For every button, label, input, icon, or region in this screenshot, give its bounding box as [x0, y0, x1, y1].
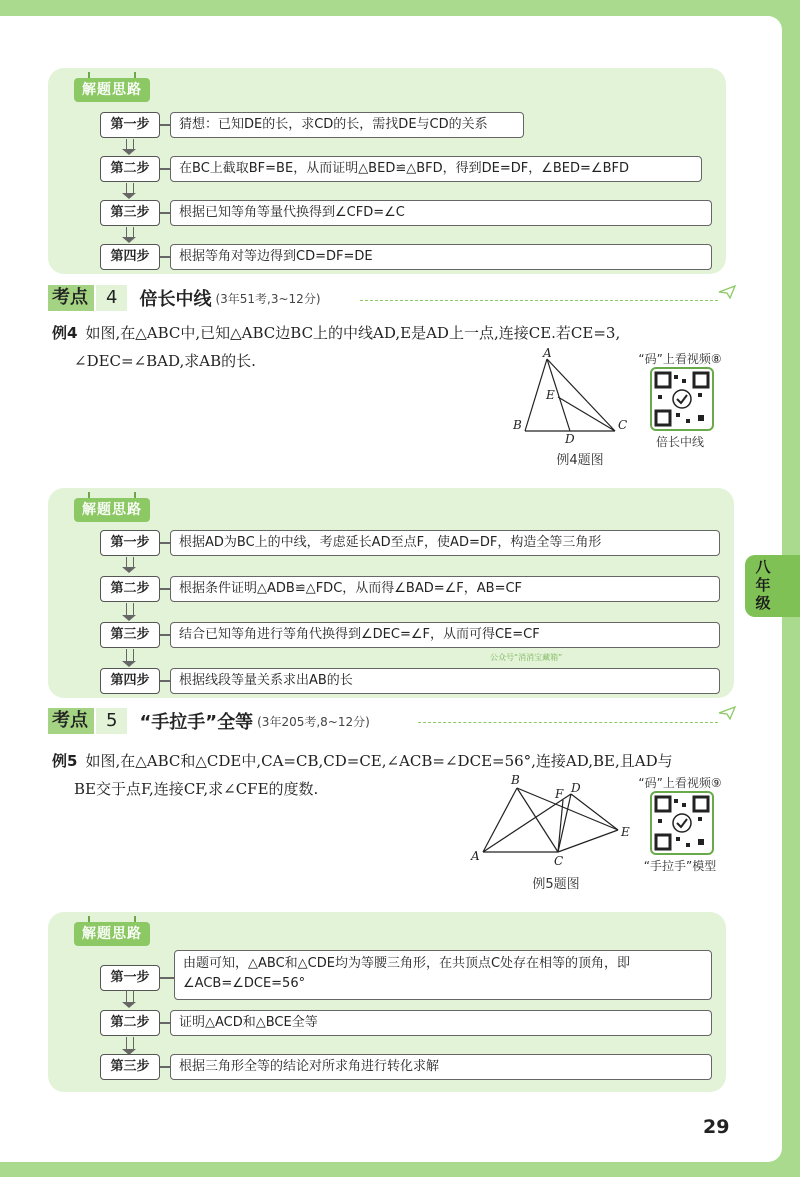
step-3-button: 第三步 — [100, 200, 160, 226]
step-2-text: 根据条件证明△ADB≌△FDC，从而得∠BAD=∠F，AB=CF — [170, 576, 720, 602]
step-1-text-line-1: 由题可知，△ABC和△CDE均为等腰三角形，在共顶点C处存在相等的顶角，即 — [183, 956, 631, 971]
step-2-button: 第二步 — [100, 576, 160, 602]
example-5-text-1: 如图,在△ABC和△CDE中,CA=CB,CD=CE,∠ACB=∠DCE=56°,连接AD,BE,且AD与 — [85, 752, 673, 770]
point-A: A — [543, 346, 552, 360]
solution-label-text: 解题思路 — [82, 502, 142, 518]
step-2-text: 证明△ACD和△BCE全等 — [170, 1010, 712, 1036]
qr-8-top-label: “码”上看视频⑧ — [638, 352, 722, 366]
topic-label: 考点 — [48, 708, 94, 734]
qr-code-8[interactable] — [650, 367, 714, 431]
point-E: E — [546, 388, 555, 402]
segment-BC — [517, 788, 558, 852]
segment-BE — [517, 788, 618, 830]
example-4-figure — [505, 345, 635, 445]
segment-AC — [547, 359, 615, 431]
segment-CE — [558, 830, 618, 852]
step-3-button: 第三步 — [100, 1054, 160, 1080]
topic-title: “手拉手”全等 — [139, 712, 254, 733]
topic-5-header — [48, 708, 370, 734]
qr-9-top-label: “码”上看视频⑨ — [638, 776, 722, 790]
topic-title: 倍长中线 — [139, 289, 212, 310]
step-2-button: 第二步 — [100, 1010, 160, 1036]
topic-4-header — [48, 285, 321, 311]
example-5-tag: 例5 — [52, 752, 78, 770]
solution-box-1 — [48, 68, 726, 274]
example-5-line-2: BE交于点F,连接CF,求∠CFE的度数. — [74, 780, 319, 798]
step-1-text — [174, 950, 712, 1000]
solution-label — [74, 922, 150, 946]
segment-CD — [558, 794, 571, 852]
qr-9-bottom-label: “手拉手”模型 — [643, 859, 717, 873]
qr-pattern-icon — [652, 793, 712, 853]
segment-EC — [558, 397, 615, 431]
step-1-text: 猜想：已知DE的长，求CD的长，需找DE与CD的关系 — [170, 112, 524, 138]
step-1-button: 第一步 — [100, 965, 160, 991]
divider — [418, 722, 718, 723]
step-1-button: 第一步 — [100, 530, 160, 556]
segment-DE — [571, 794, 618, 830]
step-4-text: 根据线段等量关系求出AB的长 — [170, 668, 720, 694]
page-number: 29 — [703, 1116, 730, 1138]
point-D: D — [565, 432, 575, 445]
divider — [360, 300, 718, 301]
segment-AB — [483, 788, 517, 852]
qr-pattern-icon — [652, 369, 712, 429]
example-4-line-2: ∠DEC=∠BAD,求AB的长. — [74, 352, 256, 370]
step-1-text-line-2: ∠ACB=∠DCE=56° — [183, 976, 306, 991]
step-3-text: 根据三角形全等的结论对所求角进行转化求解 — [170, 1054, 712, 1080]
topic-stats: (3年51考,3~12分) — [215, 291, 321, 306]
solution-box-3 — [48, 912, 726, 1092]
example-4-caption: 例4题图 — [556, 453, 604, 468]
point-B: B — [513, 418, 522, 432]
point-D: D — [571, 781, 581, 795]
step-2-button: 第二步 — [100, 156, 160, 182]
step-3-text: 根据已知等角等量代换得到∠CFD=∠C — [170, 200, 712, 226]
step-3-text: 结合已知等角进行等角代换得到∠DEC=∠F，从而可得CE=CF — [170, 622, 720, 648]
topic-number: 5 — [96, 708, 127, 734]
step-4-button: 第四步 — [100, 244, 160, 270]
watermark: 公众号“消消宝藏箱” — [490, 653, 563, 662]
solution-label — [74, 498, 150, 522]
point-E: E — [621, 825, 630, 839]
step-3-button: 第三步 — [100, 622, 160, 648]
step-1-text: 根据AD为BC上的中线，考虑延长AD至点F，使AD=DF，构造全等三角形 — [170, 530, 720, 556]
qr-code-9[interactable] — [650, 791, 714, 855]
segment-AB — [525, 359, 547, 431]
example-4-line-1 — [52, 318, 620, 348]
paper-plane-icon — [718, 285, 736, 299]
segment-CF — [558, 800, 563, 852]
step-4-button: 第四步 — [100, 668, 160, 694]
example-5-caption: 例5题图 — [532, 877, 580, 892]
solution-label — [74, 78, 150, 102]
step-4-text: 根据等角对等边得到CD=DF=DE — [170, 244, 712, 270]
topic-number: 4 — [96, 285, 127, 311]
solution-label-text: 解题思路 — [82, 926, 142, 942]
topic-label: 考点 — [48, 285, 94, 311]
paper-plane-icon — [718, 706, 736, 720]
point-C: C — [554, 854, 564, 867]
step-2-text: 在BC上截取BF=BE，从而证明△BED≌△BFD，得到DE=DF，∠BED=∠BFD — [170, 156, 702, 182]
qr-8-bottom-label: 倍长中线 — [655, 435, 704, 449]
example-4-text-1: 如图,在△ABC中,已知△ABC边BC上的中线AD,E是AD上一点,连接CE.若CE=3, — [85, 324, 621, 342]
grade-tab-label: 八年级 — [755, 558, 771, 612]
step-1-button: 第一步 — [100, 112, 160, 138]
topic-stats: (3年205考,8~12分) — [257, 714, 370, 729]
point-B: B — [511, 773, 520, 787]
point-A: A — [471, 849, 480, 863]
example-4-tag: 例4 — [52, 324, 78, 342]
example-5-figure — [465, 772, 640, 867]
solution-label-text: 解题思路 — [82, 82, 142, 98]
point-F: F — [555, 787, 564, 801]
solution-box-2 — [48, 488, 734, 698]
point-C: C — [618, 418, 628, 432]
